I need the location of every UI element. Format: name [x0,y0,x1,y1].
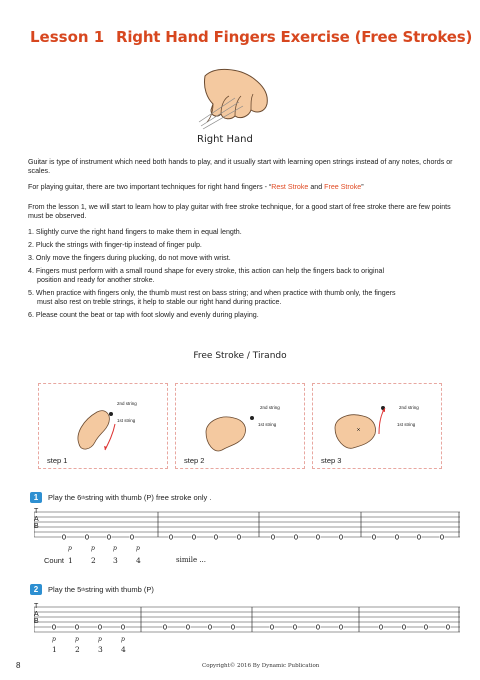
tab-fret-number: 0 [315,533,321,540]
tab-fret-number: 0 [270,533,276,540]
string-label: 1st string [258,422,277,427]
tab-fret-number: 0 [61,533,67,540]
page-number: 8 [16,661,21,670]
copyright-notice: Copyright© 2016 By Dynamic Publication [202,663,320,669]
list-item: 2. Pluck the strings with finger-tip instead of finger pulp. [28,241,202,249]
list-item: 1. Slightly curve the right hand fingers to make them in equal length. [28,228,242,236]
tab-fret-number: 0 [416,533,422,540]
tab-fret-number: 0 [74,623,80,632]
simile-mark: simile ... [176,556,206,564]
tab-fret-number: 0 [371,533,377,540]
tab-fret-number: 0 [423,623,429,632]
tab-clef: T A B [34,508,39,530]
tab-fret-number: 0 [293,533,299,540]
free-stroke-term: Free Stroke [324,183,362,191]
exercise-number-badge: 2 [30,584,42,595]
string-label: 2nd string [260,405,280,410]
tab-fret-number: 0 [401,623,407,632]
tab-fret-number: 0 [191,533,197,540]
tab-fret-number: 0 [439,533,445,540]
tab-clef: T A B [34,603,39,625]
tab-fret-number: 0 [338,533,344,540]
list-item: 3. Only move the fingers during plucking, do not move with wrist. [28,254,231,262]
tab-fret-number: 0 [378,623,384,632]
free-stroke-title: Free Stroke / Tirando [193,351,287,361]
free-stroke-steps [38,383,442,469]
tab-fret-number: 0 [445,623,451,632]
exercise-2-heading: 2 Play the 5 th string with thumb (P) [30,584,154,595]
exercise-1-heading: 1 Play the 6 th string with thumb (P) free stroke only . [30,492,211,503]
list-item: 6. Please count the beat or tap with foot slowly and evenly during playing. [28,311,259,319]
tab-fret-number: 0 [120,623,126,632]
tab-fret-number: 0 [207,623,213,632]
exercise-number-badge: 1 [30,492,42,503]
step-panel-1 [38,383,168,469]
tab-fret-number: 0 [162,623,168,632]
tab-fret-number: 0 [230,623,236,632]
step-label-3: step 3 [321,456,342,465]
step-panel-2 [175,383,305,469]
exercise-1-tab-staff [34,510,460,540]
hand-caption: Right Hand [197,134,253,145]
step-label-1: step 1 [47,456,68,465]
tab-fret-number: 0 [84,533,90,540]
lesson-heading: Right Hand Fingers Exercise (Free Strokes) [116,28,473,46]
tab-fret-number: 0 [292,623,298,632]
tab-fret-number: 0 [185,623,191,632]
exercise-2-count: 1 2 3 4 [52,645,126,654]
tab-fret-number: 0 [269,623,275,632]
string-label: 1st string [397,422,416,427]
count-label: Count [44,556,65,565]
exercise-1-count: Count 1 2 3 4 simile ... [44,556,206,565]
rest-stroke-term: Rest Stroke [271,183,309,191]
list-item: 4. Fingers must perform with a small round shape for every stroke, this action can help the fingers back to original position and ready for another stroke. [28,267,385,284]
intro-paragraph-1: Guitar is type of instrument which need both hands to play, and it usually start with learning open strings instead of any notes, chords or scales. [28,158,453,175]
step-label-2: step 2 [184,456,205,465]
tab-fret-number: 0 [97,623,103,632]
intro-paragraph-2: For playing guitar, there are two important techniques for right hand fingers - “Rest Stroke and Free Stroke” [28,183,364,191]
right-hand-illustration [195,64,279,130]
tab-fret-number: 0 [106,533,112,540]
step-panel-3 [312,383,442,469]
lesson-number: Lesson 1 [30,28,105,46]
exercise-2-fingering: p p p p [52,636,125,643]
tab-fret-number: 0 [315,623,321,632]
tab-fret-number: 0 [236,533,242,540]
list-item: 5. When practice with fingers only, the thumb must rest on bass string; and when practice with thumb only, the fingers must also rest on treble strings, it help to stable our right hand during practice. [28,289,396,306]
intro-paragraph-3: From the lesson 1, we will start to learn how to play guitar with free stroke technique, for a good start of free stroke there are few points must be observed. [28,203,451,220]
string-label: 2nd string [117,401,137,406]
string-label: 2nd string [399,405,419,410]
exercise-2-tab-staff [34,605,460,635]
tab-fret-number: 0 [394,533,400,540]
tab-fret-number: 0 [338,623,344,632]
exercise-1-fingering: p p p p [68,545,140,552]
string-label: 1st string [117,418,136,423]
tab-fret-number: 0 [213,533,219,540]
tab-fret-number: 0 [168,533,174,540]
tab-fret-number: 0 [129,533,135,540]
tab-fret-number: 0 [51,623,57,632]
